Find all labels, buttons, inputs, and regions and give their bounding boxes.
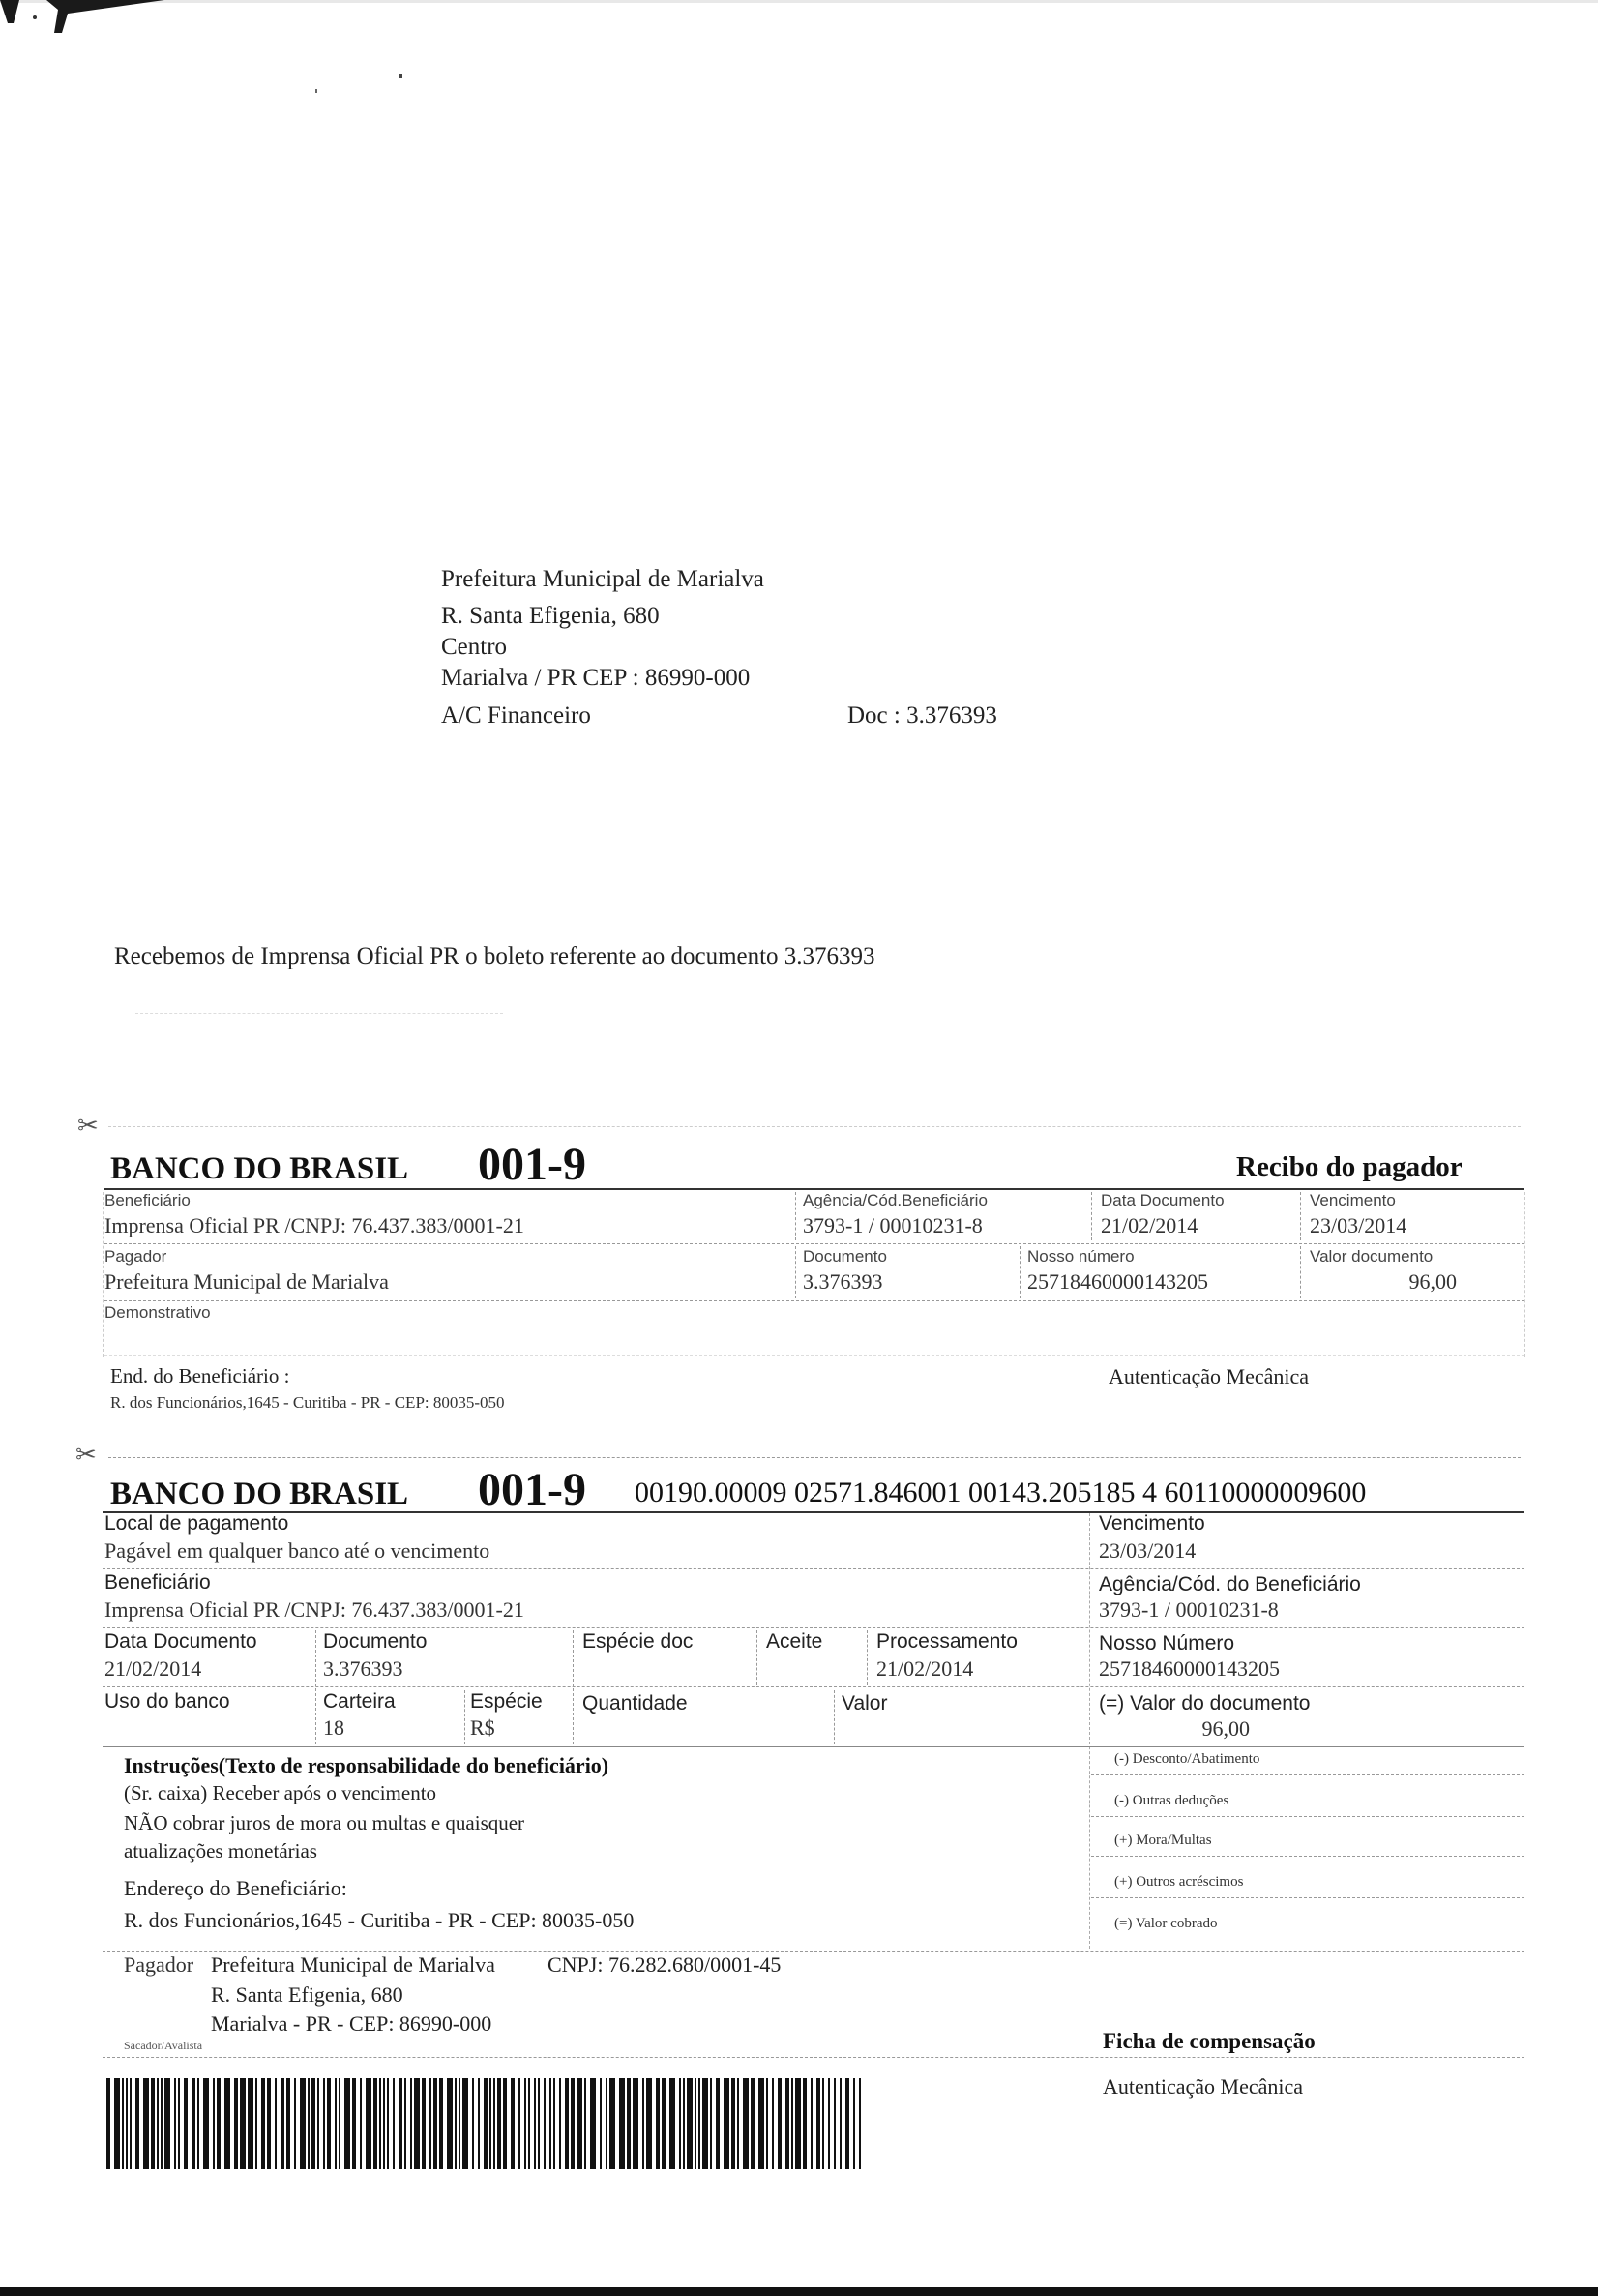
barcode-bar — [143, 2078, 149, 2169]
col-divider — [1091, 1192, 1092, 1240]
barcode-bar — [240, 2078, 246, 2169]
barcode-bar — [151, 2078, 155, 2169]
barcode-bar — [379, 2078, 381, 2169]
barcode-bar — [399, 2078, 402, 2169]
row-rule — [104, 1355, 1524, 1356]
agencia-label: Agência/Cód. do Beneficiário — [1099, 1573, 1361, 1595]
receipt-text: Recebemos de Imprensa Oficial PR o boleto referente ao documento 3.376393 — [114, 943, 875, 969]
especie-label: Espécie — [470, 1690, 543, 1713]
valor-doc-value: 96,00 — [1201, 1716, 1250, 1741]
data-doc-value: 21/02/2014 — [1101, 1213, 1198, 1237]
cobrado-label: (=) Valor cobrado — [1114, 1916, 1218, 1931]
col-divider — [867, 1630, 868, 1685]
barcode-bar — [834, 2078, 836, 2169]
pagador-address-2: Marialva - PR - CEP: 86990-000 — [211, 2012, 492, 2036]
barcode-bar — [472, 2078, 474, 2169]
row-rule — [1091, 1856, 1524, 1857]
end-beneficiario-label: End. do Beneficiário : — [110, 1364, 290, 1387]
documento-label: Documento — [803, 1247, 887, 1266]
barcode-bar — [743, 2078, 749, 2169]
doc-number: Doc : 3.376393 — [847, 702, 997, 729]
barcode-bar — [524, 2078, 526, 2169]
barcode-bar — [731, 2078, 735, 2169]
barcode-bar — [217, 2078, 221, 2169]
cut-line — [108, 1126, 1521, 1127]
barcode-bar — [627, 2078, 631, 2169]
instrucoes-line: atualizações monetárias — [124, 1839, 317, 1863]
barcode-bar — [335, 2078, 337, 2169]
barcode-bar — [656, 2078, 660, 2169]
barcode-bar — [633, 2078, 638, 2169]
barcode-bar — [174, 2078, 176, 2169]
beneficiario-value: Imprensa Oficial PR /CNPJ: 76.437.383/0001-21 — [104, 1213, 524, 1237]
barcode-bar — [571, 2078, 575, 2169]
barcode-bar — [447, 2078, 453, 2169]
barcode-bar — [518, 2078, 520, 2169]
barcode-bar — [255, 2078, 257, 2169]
barcode-bar — [544, 2078, 546, 2169]
vencimento-label: Vencimento — [1099, 1512, 1205, 1535]
barcode-bar — [267, 2078, 271, 2169]
documento-value: 3.376393 — [803, 1269, 883, 1294]
linha-digitavel: 00190.00009 02571.846001 00143.205185 4 60110000009600 — [635, 1476, 1367, 1508]
quantidade-label: Quantidade — [582, 1692, 688, 1715]
barcode-bar — [528, 2078, 530, 2169]
agencia-label: Agência/Cód.Beneficiário — [803, 1191, 988, 1209]
barcode-bar — [294, 2078, 296, 2169]
barcode-bar — [352, 2078, 356, 2169]
barcode-bar — [478, 2078, 480, 2169]
col-divider — [464, 1690, 465, 1744]
row-rule — [103, 1568, 1524, 1569]
barcode-bar — [114, 2078, 120, 2169]
right-col-divider — [1089, 1513, 1090, 1949]
box-right — [1524, 1192, 1525, 1357]
endereco-value: R. dos Funcionários,1645 - Curitiba - PR - CEP: 80035-050 — [124, 1908, 635, 1932]
barcode-bar — [157, 2078, 159, 2169]
barcode-bar — [404, 2078, 406, 2169]
barcode-bar — [344, 2078, 350, 2169]
dust-speck — [315, 89, 317, 93]
barcode-bar — [275, 2078, 277, 2169]
barcode-bar — [559, 2078, 561, 2169]
barcode-bar — [106, 2078, 110, 2169]
barcode-bar — [710, 2078, 712, 2169]
bank-code: 001-9 — [478, 1464, 586, 1515]
pagador-label: Pagador — [104, 1247, 167, 1266]
barcode-bar — [197, 2078, 199, 2169]
acrescimos-label: (+) Outros acréscimos — [1114, 1874, 1244, 1890]
barcode-bar — [462, 2078, 468, 2169]
carteira-value: 18 — [323, 1715, 344, 1740]
barcode-bar — [766, 2078, 768, 2169]
row-rule — [103, 1746, 1524, 1747]
vencimento-label: Vencimento — [1310, 1191, 1396, 1209]
col-divider — [756, 1630, 757, 1685]
row-rule — [103, 2057, 1524, 2058]
divider — [135, 1013, 503, 1014]
barcode-bar — [261, 2078, 265, 2169]
barcode-bar — [373, 2078, 377, 2169]
col-divider — [834, 1690, 835, 1744]
nosso-numero-label: Nosso Número — [1099, 1632, 1235, 1655]
barcode-bar — [493, 2078, 495, 2169]
barcode-bar — [828, 2078, 830, 2169]
pagador-value: Prefeitura Municipal de Marialva — [104, 1269, 389, 1294]
barcode-bar — [662, 2078, 666, 2169]
beneficiario-value: Imprensa Oficial PR /CNPJ: 76.437.383/0001-21 — [104, 1597, 524, 1622]
bank-code: 001-9 — [478, 1139, 586, 1190]
barcode-bar — [286, 2078, 290, 2169]
processamento-value: 21/02/2014 — [876, 1656, 974, 1681]
barcode-bar — [600, 2078, 602, 2169]
row-rule — [103, 1951, 1524, 1952]
row-rule — [104, 1243, 1524, 1244]
mora-label: (+) Mora/Multas — [1114, 1833, 1212, 1848]
barcode-bar — [751, 2078, 755, 2169]
processamento-label: Processamento — [876, 1630, 1018, 1653]
barcode-bar — [791, 2078, 793, 2169]
barcode-bar — [192, 2078, 195, 2169]
agencia-value: 3793-1 / 00010231-8 — [803, 1213, 983, 1237]
barcode-bar — [737, 2078, 739, 2169]
row-rule — [103, 1686, 1524, 1687]
barcode-bar — [429, 2078, 431, 2169]
barcode-bar — [803, 2078, 807, 2169]
barcode-bar — [213, 2078, 215, 2169]
aceite-label: Aceite — [766, 1630, 823, 1653]
barcode-bar — [584, 2078, 586, 2169]
desconto-label: (-) Desconto/Abatimento — [1114, 1751, 1260, 1767]
address-line-3: Centro — [441, 634, 508, 660]
barcode-bar — [772, 2078, 774, 2169]
ficha-top-rule — [103, 1511, 1524, 1513]
agencia-value: 3793-1 / 00010231-8 — [1099, 1597, 1279, 1622]
col-divider — [573, 1630, 574, 1744]
nosso-numero-value: 25718460000143205 — [1027, 1269, 1208, 1294]
barcode-bar — [716, 2078, 720, 2169]
barcode-bar — [130, 2078, 132, 2169]
barcode-bar — [126, 2078, 128, 2169]
pagador-address-1: R. Santa Efigenia, 680 — [211, 1983, 403, 2007]
valor-doc-label: (=) Valor do documento — [1099, 1692, 1311, 1715]
barcode-bar — [778, 2078, 782, 2169]
barcode-bar — [393, 2078, 395, 2169]
valor-value: 96,00 — [1408, 1269, 1457, 1294]
sacador-label: Sacador/Avalista — [124, 2039, 203, 2052]
uso-banco-label: Uso do banco — [104, 1690, 230, 1713]
barcode-bar — [339, 2078, 340, 2169]
dust-speck — [400, 74, 402, 78]
bank-name: BANCO DO BRASIL — [110, 1476, 409, 1511]
barcode-bar — [414, 2078, 420, 2169]
pagador-cnpj: CNPJ: 76.282.680/0001-45 — [547, 1953, 782, 1977]
local-label: Local de pagamento — [104, 1512, 289, 1535]
documento-value: 3.376393 — [323, 1656, 403, 1681]
barcode-bar — [135, 2078, 139, 2169]
row-rule — [1091, 1774, 1524, 1775]
barcode-bar — [164, 2078, 170, 2169]
barcode-bar — [383, 2078, 385, 2169]
barcode-bar — [619, 2078, 625, 2169]
recibo-top-rule — [104, 1188, 1524, 1190]
col-divider — [795, 1192, 796, 1240]
barcode-bar — [184, 2078, 188, 2169]
barcode-bar — [606, 2078, 607, 2169]
scan-mark — [0, 0, 1598, 3]
instrucoes-title: Instruções(Texto de responsabilidade do beneficiário) — [124, 1753, 609, 1777]
recibo-title: Recibo do pagador — [1236, 1151, 1463, 1182]
barcode-bar — [724, 2078, 729, 2169]
col-divider — [1300, 1246, 1301, 1298]
page-bottom-edge — [0, 2287, 1598, 2296]
barcode-bar — [590, 2078, 596, 2169]
row-rule — [103, 1627, 1524, 1628]
nosso-numero-value: 25718460000143205 — [1099, 1656, 1280, 1681]
col-divider — [315, 1630, 316, 1744]
barcode-bar — [311, 2078, 315, 2169]
barcode-bar — [323, 2078, 325, 2169]
barcode-bar — [577, 2078, 582, 2169]
barcode-bar — [816, 2078, 820, 2169]
barcode-bar — [387, 2078, 389, 2169]
barcode-bar — [224, 2078, 230, 2169]
barcode-bar — [410, 2078, 412, 2169]
barcode-bar — [853, 2078, 855, 2169]
barcode-bar — [178, 2078, 180, 2169]
barcode-bar — [669, 2078, 675, 2169]
ficha-title: Ficha de compensação — [1103, 2029, 1316, 2053]
cut-line — [108, 1457, 1521, 1458]
data-doc-label: Data Documento — [104, 1630, 257, 1653]
barcode-bar — [642, 2078, 644, 2169]
barcode-bar — [840, 2078, 842, 2169]
barcode-bar — [360, 2078, 362, 2169]
beneficiario-label: Beneficiário — [104, 1571, 211, 1594]
data-doc-value: 21/02/2014 — [104, 1656, 202, 1681]
vencimento-value: 23/03/2014 — [1310, 1213, 1407, 1237]
barcode-bar — [811, 2078, 813, 2169]
row-rule — [104, 1300, 1524, 1301]
barcode-bar — [698, 2078, 700, 2169]
barcode-bar — [281, 2078, 284, 2169]
box-left — [103, 1192, 104, 1357]
documento-label: Documento — [323, 1630, 428, 1653]
especie-value: R$ — [470, 1715, 495, 1740]
barcode-bar — [511, 2078, 515, 2169]
pagador-label: Pagador — [124, 1953, 194, 1977]
barcode-bar — [366, 2078, 371, 2169]
address-line-4: Marialva / PR CEP : 86990-000 — [441, 665, 751, 691]
barcode-bar — [565, 2078, 569, 2169]
barcode-bar — [203, 2078, 209, 2169]
col-divider — [795, 1246, 796, 1298]
barcode-bar — [679, 2078, 681, 2169]
barcode-bar — [553, 2078, 555, 2169]
valor-label: Valor documento — [1310, 1247, 1434, 1266]
beneficiario-label: Beneficiário — [104, 1191, 191, 1209]
barcode-bar — [439, 2078, 443, 2169]
barcode-bar — [484, 2078, 488, 2169]
barcode-bar — [687, 2078, 693, 2169]
barcode-bar — [538, 2078, 540, 2169]
barcode-bar — [549, 2078, 551, 2169]
barcode-bar — [845, 2078, 849, 2169]
barcode-bar — [646, 2078, 652, 2169]
barcode-bar — [327, 2078, 331, 2169]
pagador-name: Prefeitura Municipal de Marialva — [211, 1953, 495, 1977]
barcode-bar — [455, 2078, 457, 2169]
data-doc-label: Data Documento — [1101, 1191, 1225, 1209]
autenticacao-recibo: Autenticação Mecânica — [1109, 1364, 1310, 1388]
nosso-numero-label: Nosso número — [1027, 1247, 1135, 1266]
barcode-bar — [702, 2078, 708, 2169]
row-rule — [1091, 1816, 1524, 1817]
barcode-bar — [695, 2078, 696, 2169]
barcode-bar — [859, 2078, 861, 2169]
barcode-bar — [683, 2078, 685, 2169]
barcode-bar — [489, 2078, 491, 2169]
vencimento-value: 23/03/2014 — [1099, 1538, 1197, 1563]
barcode-bar — [758, 2078, 764, 2169]
local-value: Pagável em qualquer banco até o vencimento — [104, 1538, 490, 1563]
demonstrativo-label: Demonstrativo — [104, 1303, 211, 1322]
barcode-bar — [795, 2078, 801, 2169]
scissors-icon: ✂ — [75, 1440, 97, 1469]
scissors-icon: ✂ — [77, 1111, 99, 1140]
barcode-bar — [234, 2078, 238, 2169]
especie-doc-label: Espécie doc — [582, 1630, 694, 1653]
carteira-label: Carteira — [323, 1690, 396, 1713]
barcode-bar — [161, 2078, 163, 2169]
end-beneficiario-value: R. dos Funcionários,1645 - Curitiba - PR - CEP: 80035-050 — [110, 1393, 505, 1412]
barcode-bar — [122, 2078, 124, 2169]
col-divider — [1020, 1246, 1021, 1298]
barcode — [106, 2078, 867, 2169]
row-rule — [1091, 1897, 1524, 1898]
barcode-bar — [433, 2078, 437, 2169]
barcode-bar — [422, 2078, 426, 2169]
endereco-label: Endereço do Beneficiário: — [124, 1876, 347, 1900]
autenticacao-ficha: Autenticação Mecânica — [1103, 2074, 1304, 2099]
instrucoes-line: (Sr. caixa) Receber após o vencimento — [124, 1781, 437, 1804]
barcode-bar — [609, 2078, 615, 2169]
barcode-bar — [248, 2078, 253, 2169]
attention-line: A/C Financeiro — [441, 702, 591, 729]
barcode-bar — [503, 2078, 507, 2169]
barcode-bar — [317, 2078, 319, 2169]
barcode-bar — [300, 2078, 306, 2169]
barcode-bar — [497, 2078, 501, 2169]
barcode-bar — [308, 2078, 310, 2169]
scan-artifact — [0, 0, 193, 39]
barcode-bar — [534, 2078, 536, 2169]
barcode-bar — [459, 2078, 460, 2169]
col-divider — [1300, 1192, 1301, 1240]
address-line-1: Prefeitura Municipal de Marialva — [441, 566, 764, 592]
address-line-2: R. Santa Efigenia, 680 — [441, 603, 660, 629]
barcode-bar — [822, 2078, 824, 2169]
bank-name: BANCO DO BRASIL — [110, 1151, 409, 1186]
instrucoes-line: NÃO cobrar juros de mora ou multas e quaisquer — [124, 1811, 525, 1834]
barcode-bar — [785, 2078, 789, 2169]
valor-label: Valor — [842, 1692, 888, 1715]
deducoes-label: (-) Outras deduções — [1114, 1793, 1229, 1808]
